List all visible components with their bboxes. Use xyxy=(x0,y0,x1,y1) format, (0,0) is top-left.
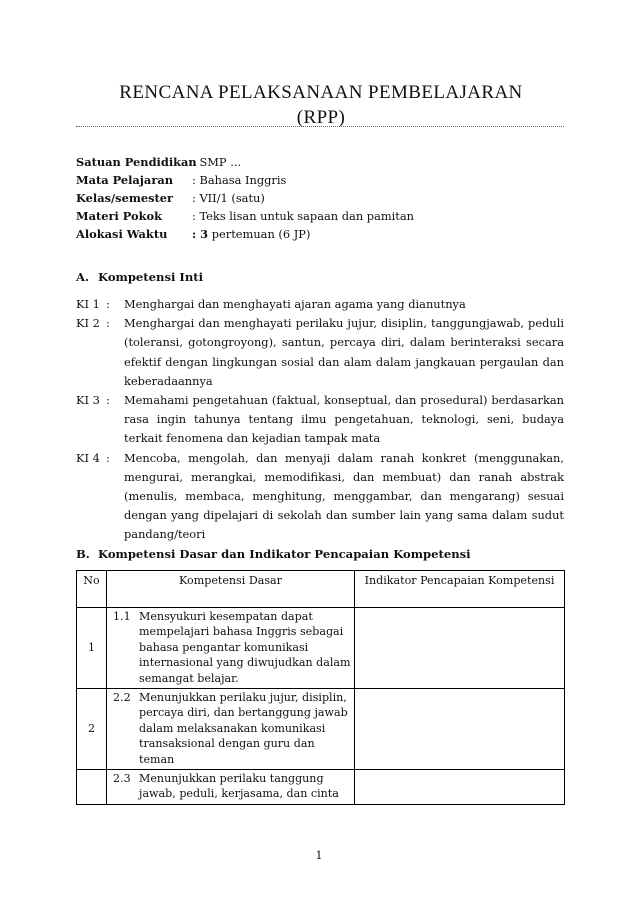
identity-row xyxy=(76,225,414,243)
identity-value: : VII/1 (satu) xyxy=(192,191,265,205)
kd-text: Menunjukkan perilaku tanggung jawab, peduli, kerjasama, dan cinta xyxy=(139,772,339,801)
row-number: 1 xyxy=(77,608,107,689)
section-a-heading xyxy=(76,270,203,284)
ki-code: KI 2 xyxy=(76,316,100,331)
section-marker: B. xyxy=(76,547,90,561)
kd-cell xyxy=(107,689,355,770)
kompetensi-inti-list xyxy=(76,295,564,545)
indikator-cell xyxy=(355,770,565,805)
identity-label: Satuan Pendidikan xyxy=(76,155,197,169)
title-divider xyxy=(76,126,564,127)
ki-text: Mencoba, mengolah, dan menyaji dalam ranah konkret (menggunakan, mengurai, merangkai, memodifikasi, dan membuat) dan ranah abstrak (menulis, membaca, menghitung, menggambar, dan mengarang) sesuai dengan yang dipelajari di sekolah dan sumber lain yang sama dalam sudut pandang/teori xyxy=(124,450,564,542)
row-number: 2 xyxy=(77,689,107,770)
section-title: Kompetensi Dasar dan Indikator Pencapaian Kompetensi xyxy=(98,547,471,561)
table-header-row xyxy=(77,571,565,608)
ki-code: KI 3 xyxy=(76,393,100,408)
header-kompetensi-dasar: Kompetensi Dasar xyxy=(107,571,355,608)
identity-label: Kelas/semester xyxy=(76,191,174,205)
identity-label: Mata Pelajaran xyxy=(76,173,173,187)
document-subtitle: (RPP) xyxy=(296,107,346,128)
ki-text: Menghargai dan menghayati perilaku jujur, disiplin, tanggungjawab, peduli (toleransi, gotongroyong), santun, percaya diri, dalam berinteraksi secara efektif dengan lingkungan sosial dan alam dalam jangkauan pergaulan dan keberadaannya xyxy=(124,316,564,388)
kd-cell xyxy=(107,608,355,689)
section-title: Kompetensi Inti xyxy=(98,270,204,284)
identity-block xyxy=(76,153,414,243)
identity-value: : SMP ... xyxy=(192,155,242,169)
ki-text: Memahami pengetahuan (faktual, konseptual, dan prosedural) berdasarkan rasa ingin tahunya tentang ilmu pengetahuan, teknologi, seni, budaya terkait fenomena dan kejadian tampak mata xyxy=(124,393,564,446)
header-indikator: Indikator Pencapaian Kompetensi xyxy=(355,571,565,608)
ki-item: KI 3 : Memahami pengetahuan (faktual, konseptual, dan prosedural) berdasarkan rasa ingin tahunya tentang ilmu pengetahuan, teknologi, seni, budaya terkait fenomena dan kejadian tampak mata xyxy=(76,391,564,449)
table-row xyxy=(77,608,565,689)
ki-code: KI 1 xyxy=(76,297,100,311)
indikator-cell xyxy=(355,689,565,770)
table-row xyxy=(77,689,565,770)
kd-number: 2.2 xyxy=(113,691,131,705)
identity-label: Materi Pokok xyxy=(76,209,163,223)
kd-number: 2.3 xyxy=(113,772,131,786)
identity-row xyxy=(76,207,414,225)
table-row xyxy=(77,770,565,805)
kd-text: Menunjukkan perilaku jujur, disiplin, percaya diri, dan bertanggung jawab dalam melaksanakan komunikasi transaksional dengan guru dan teman xyxy=(139,691,348,766)
identity-label: Alokasi Waktu xyxy=(76,227,168,241)
header-no: No xyxy=(77,571,107,608)
section-marker: A. xyxy=(76,270,90,284)
identity-row xyxy=(76,171,414,189)
indikator-cell xyxy=(355,608,565,689)
ki-item: KI 4 : Mencoba, mengolah, dan menyaji dalam ranah konkret (menggunakan, mengurai, merangkai, memodifikasi, dan membuat) dan ranah abstrak (menulis, membaca, menghitung, menggambar, dan mengarang) sesuai dengan yang dipelajari di sekolah dan sumber lain yang sama dalam sudut pandang/teori xyxy=(76,449,564,545)
identity-value: : 3 pertemuan (6 JP) xyxy=(192,227,311,241)
document-title: RENCANA PELAKSANAAN PEMBELAJARAN xyxy=(119,82,523,103)
kompetensi-dasar-table xyxy=(76,570,565,805)
identity-value: : Teks lisan untuk sapaan dan pamitan xyxy=(192,209,415,223)
ki-item: KI 1 : Menghargai dan menghayati ajaran agama yang dianutnya xyxy=(76,295,564,314)
ki-item: KI 2 : Menghargai dan menghayati perilaku jujur, disiplin, tanggungjawab, peduli (toleransi, gotongroyong), santun, percaya diri, dalam berinteraksi secara efektif dengan lingkungan sosial dan alam dalam jangkauan pergaulan dan keberadaannya xyxy=(76,314,564,391)
ki-text: Menghargai dan menghayati ajaran agama yang dianutnya xyxy=(124,297,466,311)
identity-row xyxy=(76,189,414,207)
identity-value: : Bahasa Inggris xyxy=(192,173,287,187)
kd-number: 1.1 xyxy=(113,610,131,623)
identity-row xyxy=(76,153,414,171)
row-number xyxy=(77,770,107,805)
kd-cell xyxy=(107,770,355,805)
kd-text: Mensyukuri kesempatan dapat mempelajari bahasa Inggris sebagai bahasa pengantar komunikasi internasional yang diwujudkan dalam semangat belajar. xyxy=(139,610,351,685)
page-number: 1 xyxy=(315,849,323,862)
section-b-heading xyxy=(76,547,471,561)
ki-code: KI 4 xyxy=(76,450,100,465)
